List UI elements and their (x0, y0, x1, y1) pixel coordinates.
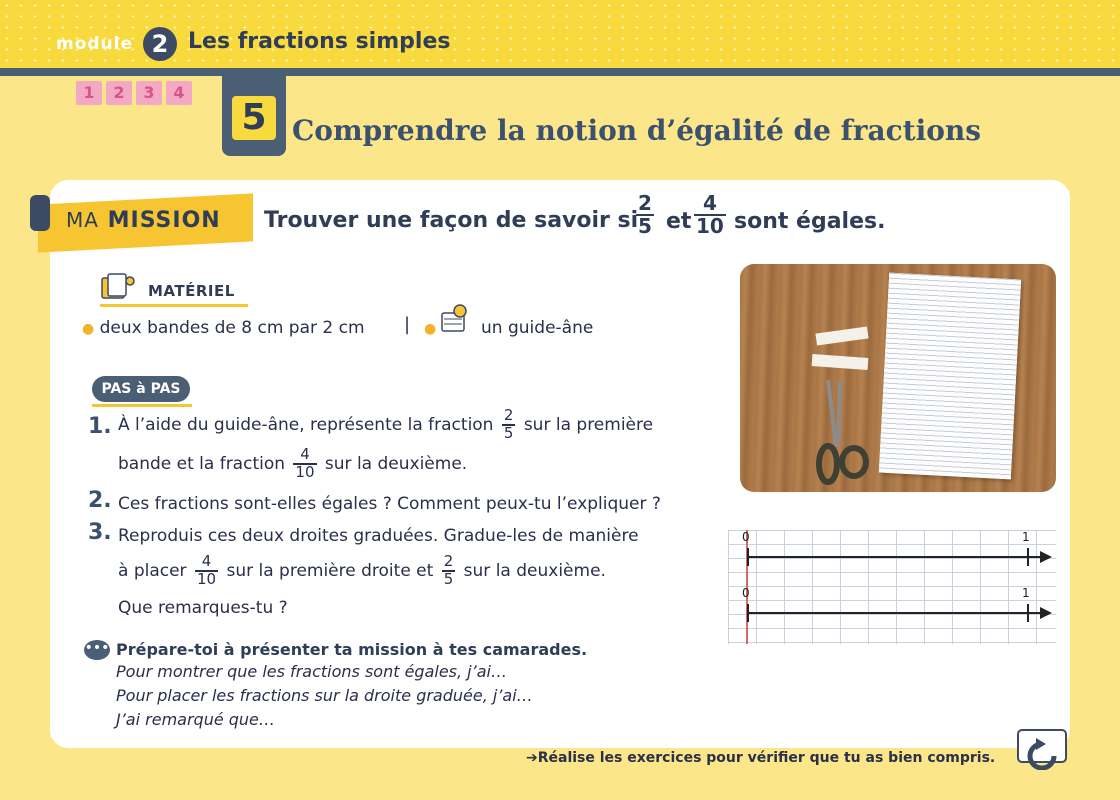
step-3-number: 3. (88, 520, 112, 545)
bullet-icon: ● (424, 321, 437, 337)
prepare-line-2: Pour placer les fractions sur la droite graduée, j’ai… (116, 686, 533, 705)
step-2-line-1: Ces fractions sont-elles égales ? Comment peux-tu l’expliquer ? (118, 494, 661, 514)
step-3-line-1: Reproduis ces deux droites graduées. Gradue-les de manière (118, 526, 639, 546)
step-text: sur la première (523, 414, 654, 435)
fraction-denominator: 10 (295, 462, 315, 481)
step-text: à placer (118, 560, 187, 581)
lesson-title: Comprendre la notion d’égalité de fractions (292, 114, 982, 147)
mission-and: et (666, 209, 692, 234)
materiel-icon (98, 272, 136, 302)
bullet-icon: ● (82, 321, 95, 337)
step-3-line-2 (118, 554, 606, 588)
step-1-number: 1. (88, 414, 112, 439)
pas-a-pas-underline (92, 404, 192, 407)
step-1-line-1 (118, 408, 653, 442)
footer-instruction[interactable]: ➔Réalise les exercices pour vérifier que tu as bien compris. (526, 750, 996, 766)
fraction-denominator: 5 (638, 214, 652, 238)
scissors-icon (806, 376, 876, 488)
fraction-numerator: 2 (443, 552, 454, 570)
step-1-line-2 (118, 447, 467, 481)
mission-label (66, 208, 221, 233)
materiel-item-1 (82, 318, 365, 338)
step-text: À l’aide du guide-âne, représente la fraction (118, 414, 494, 435)
fraction-numerator: 4 (195, 554, 218, 572)
step-text: bande et la fraction (118, 453, 286, 474)
number-line-2-start-label: 0 (742, 586, 750, 600)
module-label: module (56, 34, 134, 54)
mission-text: Trouver une façon de savoir si (264, 208, 639, 233)
mission-fraction-2 (694, 193, 726, 237)
lesson-tab-1[interactable]: 1 (76, 81, 102, 105)
step-text: sur la première droite et (226, 560, 434, 581)
fraction-denominator: 5 (443, 569, 454, 588)
fraction-numerator: 2 (503, 406, 514, 424)
step-3-line-3: Que remarques-tu ? (118, 598, 288, 618)
fraction-numerator: 4 (293, 447, 316, 465)
step-fraction (293, 447, 316, 481)
prepare-line-3: J’ai remarqué que… (116, 710, 275, 729)
fraction-numerator: 4 (694, 193, 726, 216)
module-title: Les fractions simples (188, 29, 451, 54)
mission-text-end: sont égales. (734, 209, 886, 234)
step-text: sur la deuxième. (324, 453, 468, 474)
lesson-tab-3[interactable]: 3 (136, 81, 162, 105)
arrow-head-icon (1040, 607, 1052, 619)
prepare-title: Prépare-toi à présenter ta mission à tes camarades. (116, 640, 588, 659)
materiel-separator: | (404, 314, 411, 335)
step-fraction (502, 408, 516, 442)
exercise-return-icon[interactable] (1014, 726, 1074, 770)
step-fraction (195, 554, 218, 588)
step-text: sur la deuxième. (463, 560, 606, 581)
fraction-denominator: 10 (696, 214, 724, 238)
header-divider (0, 68, 1120, 76)
ribbon-roll (30, 195, 50, 231)
mission-fraction-1 (636, 193, 654, 237)
fraction-numerator: 2 (638, 191, 652, 215)
materiel-underline (100, 304, 248, 307)
pas-a-pas-badge: PAS à PAS (92, 376, 190, 402)
lesson-number: 5 (232, 96, 276, 140)
step-fraction (442, 554, 456, 588)
speech-bubble-icon: ••• (84, 640, 110, 660)
lesson-tab-2[interactable]: 2 (106, 81, 132, 105)
guide-ane-icon (438, 303, 472, 339)
fraction-denominator: 5 (503, 423, 514, 442)
number-line-1-end-label: 1 (1022, 530, 1030, 544)
materiel-item-2-text: un guide-âne (481, 318, 594, 338)
number-line-1-start-label: 0 (742, 530, 750, 544)
mission-ribbon (30, 195, 262, 251)
arrow-head-icon (1040, 551, 1052, 563)
materiel-item-1-text: deux bandes de 8 cm par 2 cm (99, 318, 365, 338)
photo-lined-paper (879, 273, 1021, 480)
fraction-denominator: 10 (196, 569, 217, 588)
mission-label-mission: MISSION (107, 208, 221, 233)
number-lines (728, 530, 1056, 644)
materiel-label: MATÉRIEL (148, 282, 235, 300)
lesson-tabs (76, 81, 192, 105)
number-line-2-end-label: 1 (1022, 586, 1030, 600)
module-number-badge: 2 (143, 27, 177, 61)
step-2-number: 2. (88, 488, 112, 513)
lesson-tab-4[interactable]: 4 (166, 81, 192, 105)
prepare-line-1: Pour montrer que les fractions sont égales, j’ai… (116, 662, 507, 681)
mission-label-ma: MA (66, 208, 99, 232)
lesson-number-box (222, 76, 286, 156)
